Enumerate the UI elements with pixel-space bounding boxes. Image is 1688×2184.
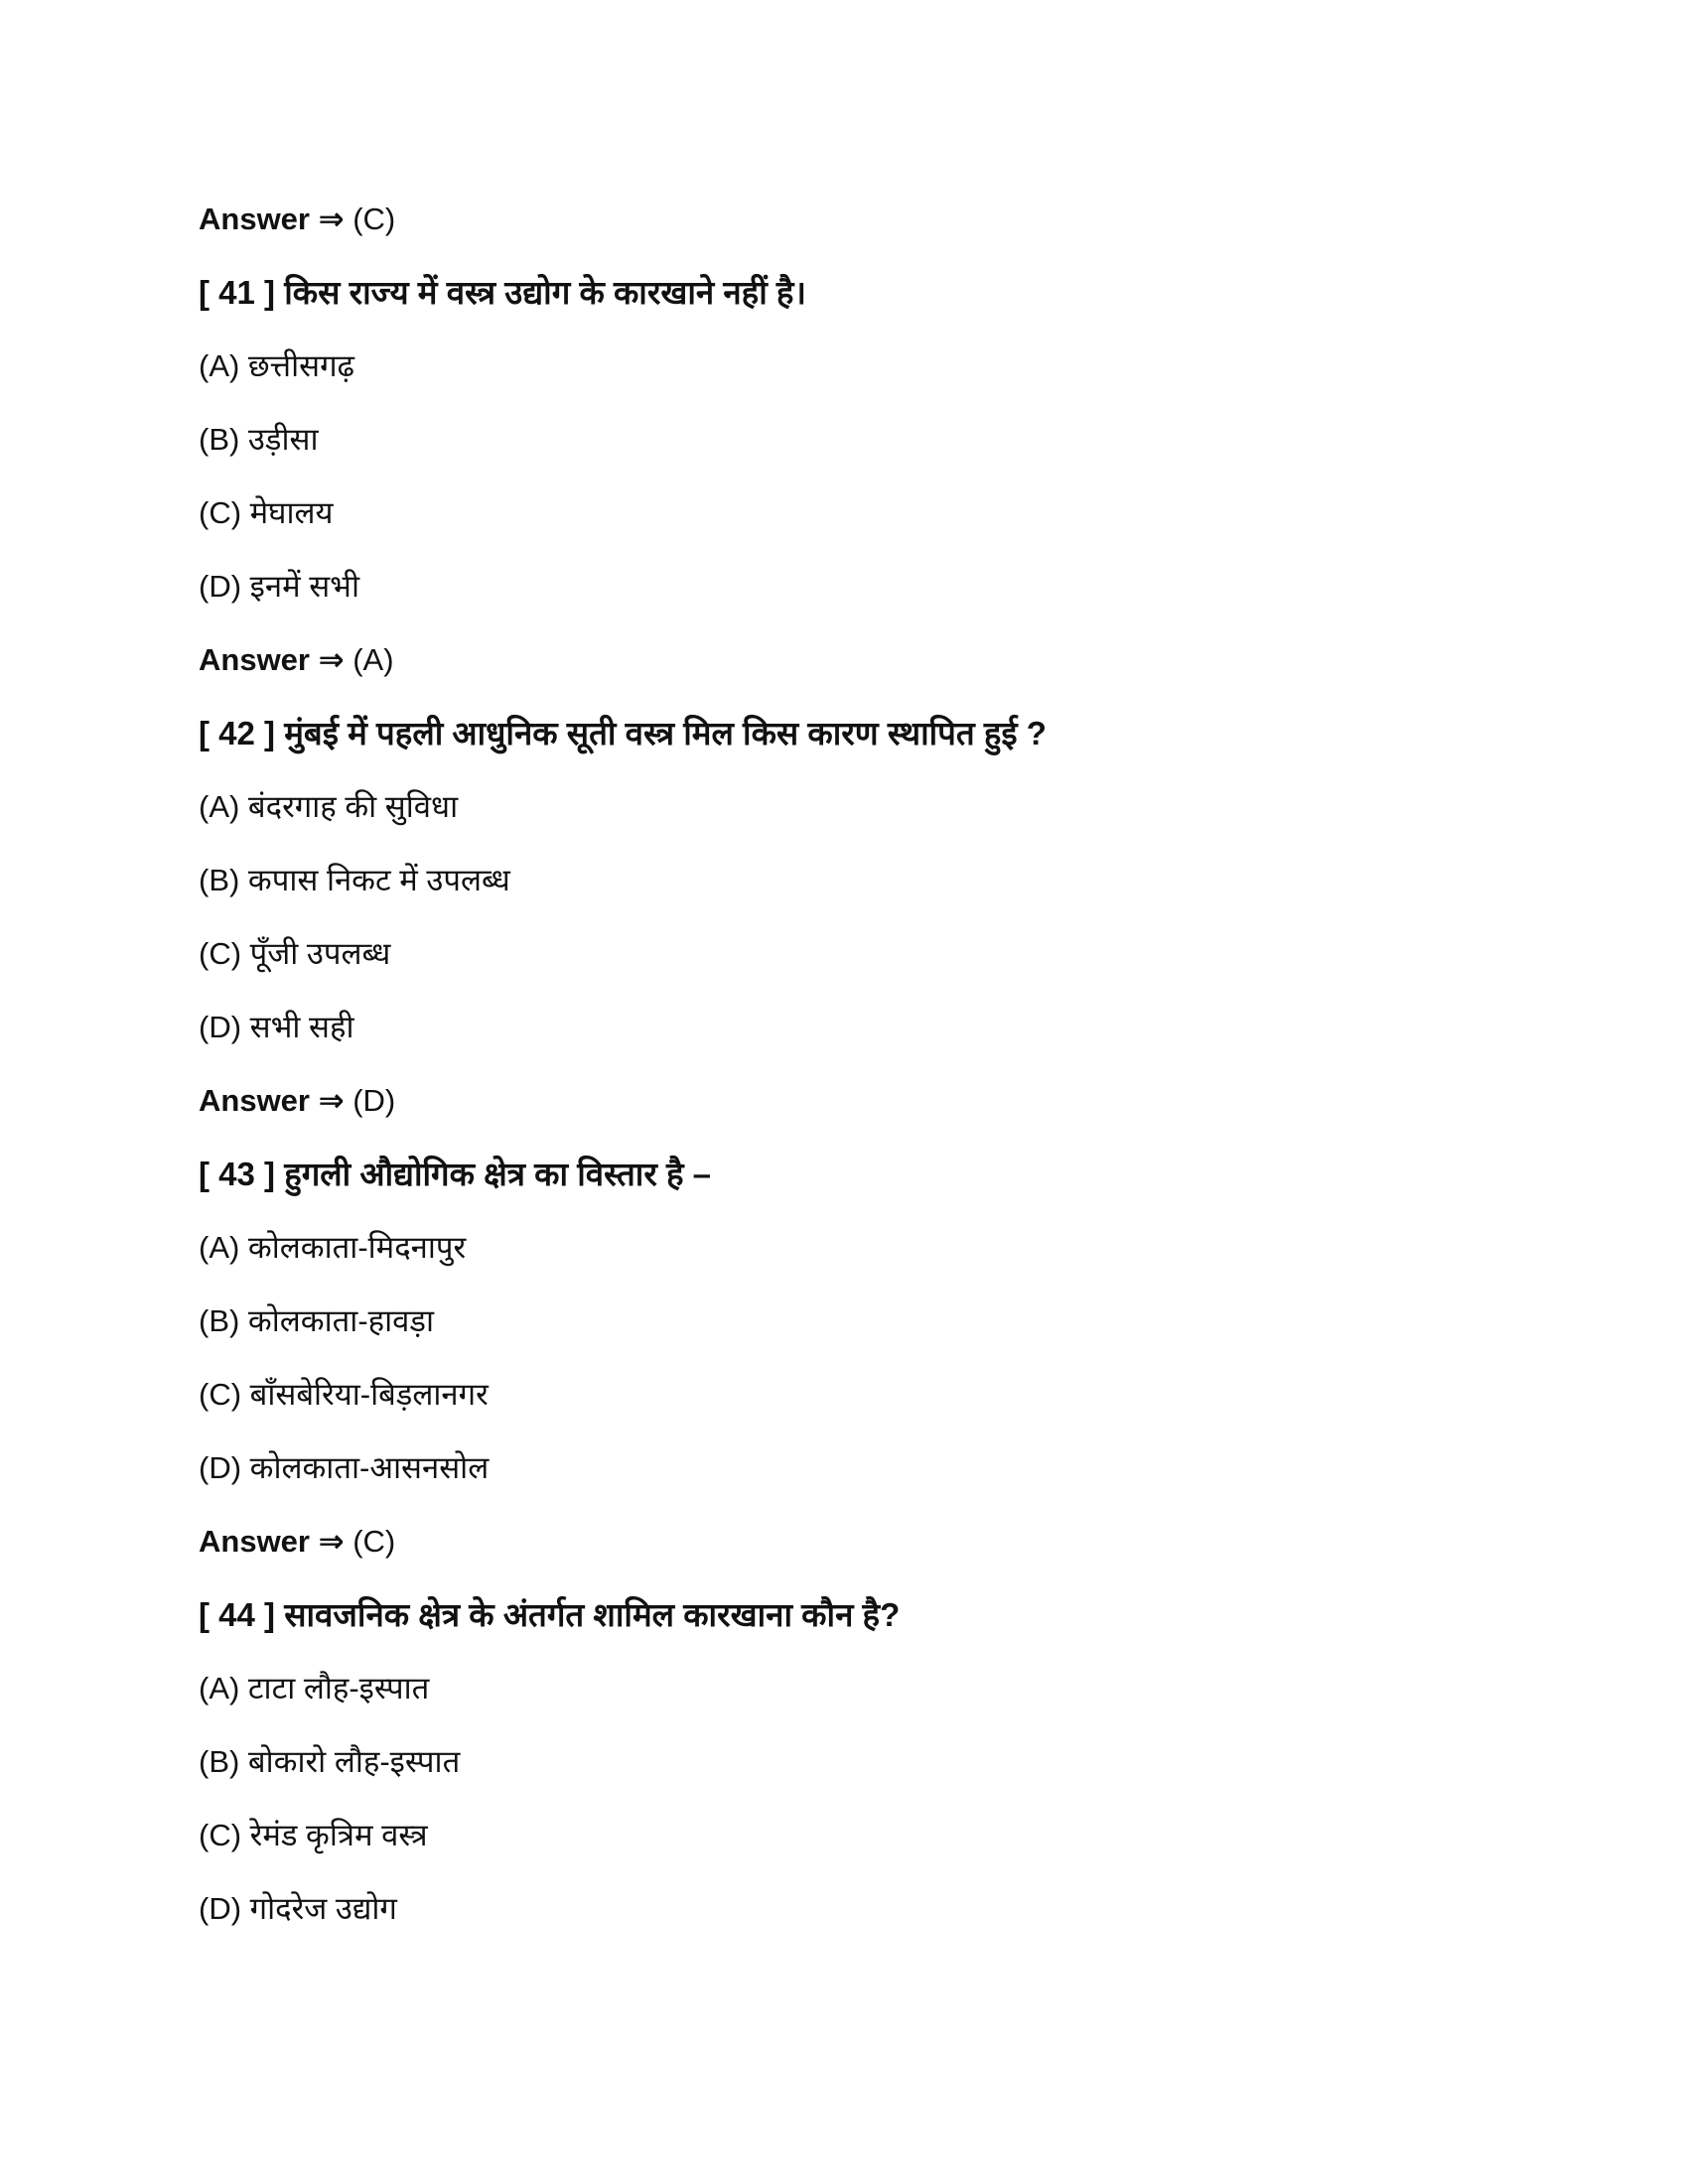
question-number: [ 42 ] (199, 715, 276, 751)
answer-label: Answer ⇒ (199, 1524, 345, 1559)
option: (D) गोदरेज उद्योग (199, 1891, 397, 1926)
option: (C) बाँसबेरिया-बिड़लानगर (199, 1377, 489, 1412)
option: (A) टाटा लौह-इस्पात (199, 1671, 430, 1706)
answer-label: Answer ⇒ (199, 202, 345, 236)
question-41 (199, 256, 1047, 330)
option: (C) मेघालय (199, 495, 334, 530)
question-number: [ 41 ] (199, 274, 276, 311)
option: (B) बोकारो लौह-इस्पात (199, 1744, 461, 1779)
option: (B) कपास निकट में उपलब्ध (199, 863, 510, 897)
option: (A) छत्तीसगढ़ (199, 348, 354, 383)
question-42 (199, 697, 1047, 770)
answer-line (199, 623, 1047, 697)
answer-line (199, 1064, 1047, 1138)
answer-value: (D) (352, 1083, 396, 1118)
option: (C) पूँजी उपलब्ध (199, 936, 391, 971)
option: (A) बंदरगाह की सुविधा (199, 789, 459, 824)
answer-label: Answer ⇒ (199, 1083, 345, 1118)
question-44 (199, 1578, 1047, 1652)
option: (B) उड़ीसा (199, 422, 319, 457)
question-text: हुगली औद्योगिक क्षेत्र का विस्तार है – (284, 1156, 712, 1192)
question-text: किस राज्य में वस्त्र उद्योग के कारखाने नहीं है। (284, 274, 806, 311)
option: (C) रेमंड कृत्रिम वस्त्र (199, 1818, 428, 1852)
answer-line (199, 1505, 1047, 1578)
question-text: सावजनिक क्षेत्र के अंतर्गत शामिल कारखाना कौन है? (284, 1596, 901, 1633)
question-number: [ 43 ] (199, 1156, 276, 1192)
option: (B) कोलकाता-हावड़ा (199, 1303, 434, 1338)
document-page (199, 183, 1047, 1946)
question-text: मुंबई में पहली आधुनिक सूती वस्त्र मिल किस कारण स्थापित हुई ? (284, 715, 1047, 751)
question-number: [ 44 ] (199, 1596, 276, 1633)
question-43 (199, 1138, 1047, 1211)
answer-value: (A) (352, 642, 394, 677)
answer-value: (C) (352, 1524, 396, 1559)
option: (A) कोलकाता-मिदनापुर (199, 1230, 467, 1265)
answer-value: (C) (352, 202, 396, 236)
answer-line (199, 183, 1047, 256)
option: (D) सभी सही (199, 1010, 354, 1044)
option: (D) इनमें सभी (199, 569, 360, 604)
option: (D) कोलकाता-आसनसोल (199, 1450, 490, 1485)
answer-label: Answer ⇒ (199, 642, 345, 677)
